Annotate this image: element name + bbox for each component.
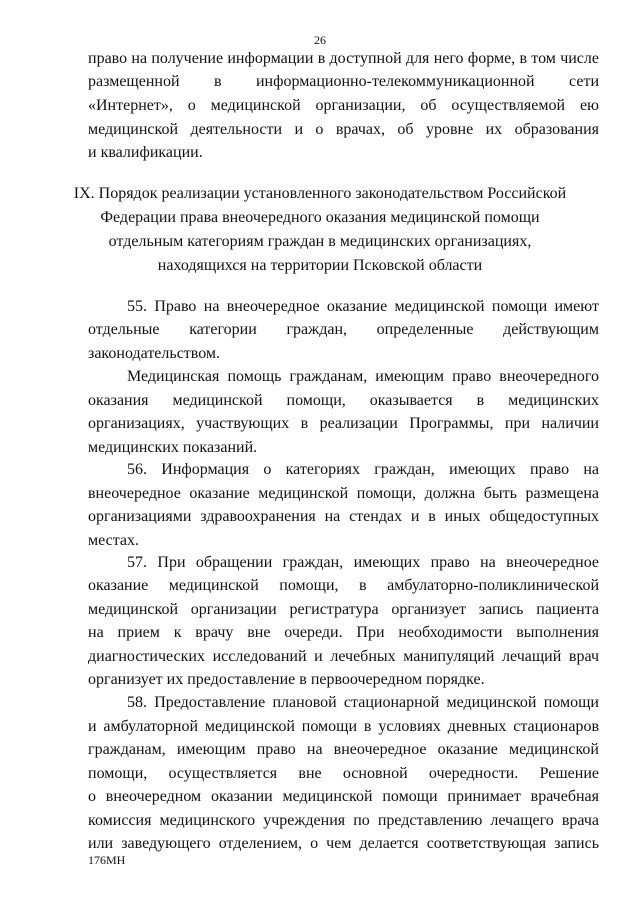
body-line: комиссия медицинского учреждения по представлению лечащего врача bbox=[88, 812, 599, 829]
body-line: оказание медицинской помощи, в амбулаторно-поликлинической bbox=[88, 577, 599, 594]
body-line: оказания медицинской помощи, оказывается в медицинских bbox=[88, 392, 599, 409]
body-line: местах. bbox=[88, 532, 140, 549]
body-line: организует их предоставление в первоочередном порядке. bbox=[88, 671, 485, 688]
body-line: Медицинская помощь гражданам, имеющим право внеочередного bbox=[127, 368, 599, 385]
body-line: законодательством. bbox=[88, 345, 221, 362]
body-line: организациями здравоохранения на стендах и в иных общедоступных bbox=[88, 508, 599, 525]
body-line: 58. Предоставление плановой стационарной медицинской помощи bbox=[127, 694, 599, 711]
body-line: помощи, осуществляется вне основной очередности. Решение bbox=[88, 765, 599, 782]
body-line: гражданам, имеющим право на внеочередное оказание медицинской bbox=[88, 741, 599, 758]
page-number: 26 bbox=[314, 33, 326, 47]
body-line: диагностических исследований и лечебных манипуляций лечащий врач bbox=[88, 648, 599, 665]
body-line: или заведующего отделением, о чем делается соответствующая запись bbox=[88, 835, 599, 852]
body-line: 55. Право на внеочередное оказание медицинской помощи имеют bbox=[127, 298, 599, 315]
body-line: внеочередное оказание медицинской помощи, должна быть размещена bbox=[88, 485, 599, 502]
body-line: 56. Информация о категориях граждан, имеющих право на bbox=[127, 461, 599, 478]
body-line: медицинской деятельности и о врачах, об уровне их образования bbox=[88, 121, 599, 138]
body-line: на прием к врачу вне очереди. При необходимости выполнения bbox=[88, 624, 599, 641]
document-code-footer: 176МН bbox=[88, 853, 126, 867]
section-heading-line: IX. Порядок реализации установленного законодательством Российской bbox=[73, 185, 567, 202]
body-line: о внеочередном оказании медицинской помощи принимает врачебная bbox=[88, 788, 599, 805]
body-line: отдельные категории граждан, определенные действующим bbox=[88, 321, 599, 338]
section-heading-line: отдельным категориям граждан в медицинских организациях, bbox=[108, 233, 532, 250]
body-line: размещенной в информационно-телекоммуникационной сети bbox=[88, 73, 599, 90]
body-line: 57. При обращении граждан, имеющих право на внеочередное bbox=[127, 554, 599, 571]
body-line: медицинской организации регистратура организует запись пациента bbox=[88, 601, 599, 618]
body-line: и квалификации. bbox=[88, 144, 203, 161]
body-line: право на получение информации в доступной для него форме, в том числе bbox=[88, 50, 599, 67]
body-line: «Интернет», о медицинской организации, об осуществляемой ею bbox=[88, 97, 599, 114]
body-line: и амбулаторной медицинской помощи в условиях дневных стационаров bbox=[88, 718, 599, 735]
section-heading-line: находящихся на территории Псковской области bbox=[157, 257, 483, 274]
body-line: медицинских показаний. bbox=[88, 439, 258, 456]
body-line: организациях, участвующих в реализации Программы, при наличии bbox=[88, 415, 599, 432]
section-heading-line: Федерации права внеочередного оказания медицинской помощи bbox=[100, 209, 540, 226]
